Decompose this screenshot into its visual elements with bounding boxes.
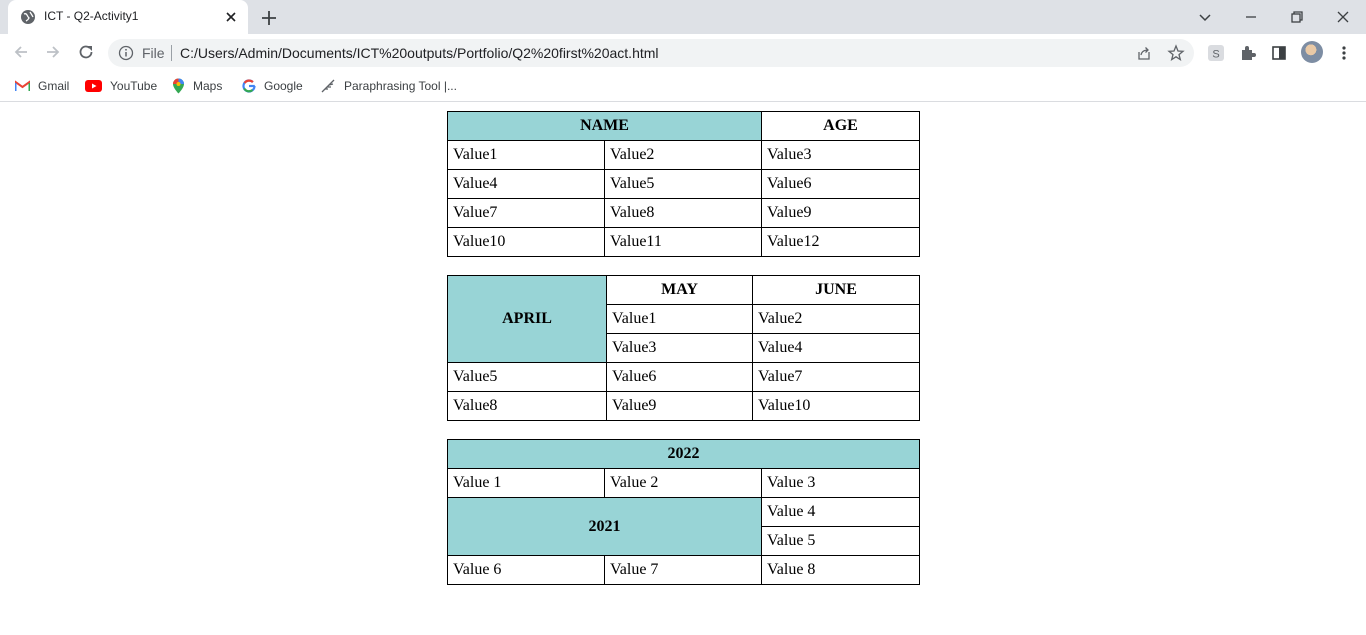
- table-cell: Value9: [762, 199, 920, 228]
- table-row: [448, 498, 920, 527]
- close-tab-icon[interactable]: [223, 9, 239, 25]
- feather-icon: [320, 78, 336, 94]
- table-cell: Value9: [607, 392, 753, 421]
- table-row: [448, 363, 920, 392]
- table-cell: Value1: [607, 305, 753, 334]
- browser-tab-active[interactable]: [8, 0, 248, 34]
- profile-avatar[interactable]: [1301, 41, 1323, 63]
- table-cell: Value10: [753, 392, 920, 421]
- table-row: [448, 392, 920, 421]
- table-header-row: [448, 276, 920, 305]
- table-cell: Value 5: [762, 527, 920, 556]
- table-cell: Value12: [762, 228, 920, 257]
- close-window-icon[interactable]: [1331, 5, 1355, 29]
- browser-toolbar: [0, 34, 1366, 70]
- forward-arrow-icon[interactable]: [43, 42, 63, 62]
- bookmarks-bar: [0, 70, 1366, 102]
- table-row: [448, 556, 920, 585]
- bookmark-maps[interactable]: [172, 77, 222, 95]
- url-text[interactable]: C:/Users/Admin/Documents/ICT%20outputs/Portfolio/Q2%20first%20act.html: [180, 45, 659, 61]
- table-row: [448, 170, 920, 199]
- header-june: JUNE: [753, 276, 920, 305]
- name-age-table: [447, 111, 920, 257]
- back-arrow-icon[interactable]: [11, 42, 31, 62]
- table-cell: Value1: [448, 141, 605, 170]
- table-cell: Value3: [607, 334, 753, 363]
- share-icon[interactable]: [1136, 45, 1152, 61]
- table-cell: Value 1: [448, 469, 605, 498]
- table-header-row: [448, 112, 920, 141]
- header-april: APRIL: [448, 276, 607, 363]
- bookmark-paraphrasing-tool[interactable]: [320, 77, 457, 95]
- youtube-icon: [85, 80, 102, 92]
- header-may: MAY: [607, 276, 753, 305]
- bookmark-star-icon[interactable]: [1167, 44, 1185, 62]
- table-cell: Value4: [753, 334, 920, 363]
- address-bar[interactable]: [108, 39, 1194, 67]
- extension-s-icon[interactable]: [1207, 44, 1225, 62]
- maps-pin-icon: [172, 78, 185, 94]
- table-cell: Value8: [605, 199, 762, 228]
- google-g-icon: [242, 79, 256, 93]
- bookmark-label: Gmail: [38, 79, 70, 93]
- table-row: [448, 199, 920, 228]
- tab-title: ICT - Q2-Activity1: [44, 9, 139, 23]
- header-2021: 2021: [448, 498, 762, 556]
- bookmark-google[interactable]: [242, 77, 303, 95]
- table-cell: Value10: [448, 228, 605, 257]
- table-cell: Value5: [605, 170, 762, 199]
- minimize-icon[interactable]: [1239, 5, 1263, 29]
- file-scheme-label: File: [142, 45, 165, 61]
- table-cell: Value 3: [762, 469, 920, 498]
- header-2022: 2022: [448, 440, 920, 469]
- bookmark-label: Google: [264, 79, 303, 93]
- header-name: NAME: [448, 112, 762, 141]
- globe-icon: [20, 9, 36, 25]
- table-cell: Value 7: [605, 556, 762, 585]
- tab-strip: [0, 0, 1366, 34]
- bookmark-label: Maps: [193, 79, 223, 93]
- table-cell: Value8: [448, 392, 607, 421]
- extensions-puzzle-icon[interactable]: [1239, 44, 1257, 62]
- table-row: [448, 141, 920, 170]
- months-table: [447, 275, 920, 421]
- side-panel-icon[interactable]: [1270, 44, 1288, 62]
- chevron-down-icon[interactable]: [1193, 5, 1217, 29]
- table-row: [448, 228, 920, 257]
- table-cell: Value5: [448, 363, 607, 392]
- reload-icon[interactable]: [76, 42, 96, 62]
- table-cell: Value 8: [762, 556, 920, 585]
- table-row: [448, 469, 920, 498]
- table-header-row: [448, 440, 920, 469]
- table-cell: Value 2: [605, 469, 762, 498]
- table-cell: Value4: [448, 170, 605, 199]
- new-tab-icon[interactable]: [258, 7, 280, 29]
- bookmark-gmail[interactable]: [15, 77, 69, 95]
- page-content: [0, 103, 1366, 635]
- table-cell: Value2: [605, 141, 762, 170]
- bookmark-label: YouTube: [110, 79, 158, 93]
- info-icon[interactable]: [118, 45, 134, 61]
- table-cell: Value7: [448, 199, 605, 228]
- years-table: [447, 439, 920, 585]
- table-cell: Value6: [607, 363, 753, 392]
- bookmark-label: Paraphrasing Tool |...: [344, 79, 457, 93]
- menu-kebab-icon[interactable]: [1335, 44, 1353, 62]
- gmail-icon: [15, 80, 30, 92]
- table-cell: Value11: [605, 228, 762, 257]
- header-age: AGE: [762, 112, 920, 141]
- bookmark-youtube[interactable]: [85, 77, 157, 95]
- table-cell: Value7: [753, 363, 920, 392]
- table-cell: Value2: [753, 305, 920, 334]
- omnibox-divider: [171, 45, 172, 61]
- table-cell: Value6: [762, 170, 920, 199]
- table-cell: Value 4: [762, 498, 920, 527]
- svg-text:S: S: [1212, 48, 1220, 61]
- restore-icon[interactable]: [1285, 5, 1309, 29]
- table-cell: Value3: [762, 141, 920, 170]
- table-cell: Value 6: [448, 556, 605, 585]
